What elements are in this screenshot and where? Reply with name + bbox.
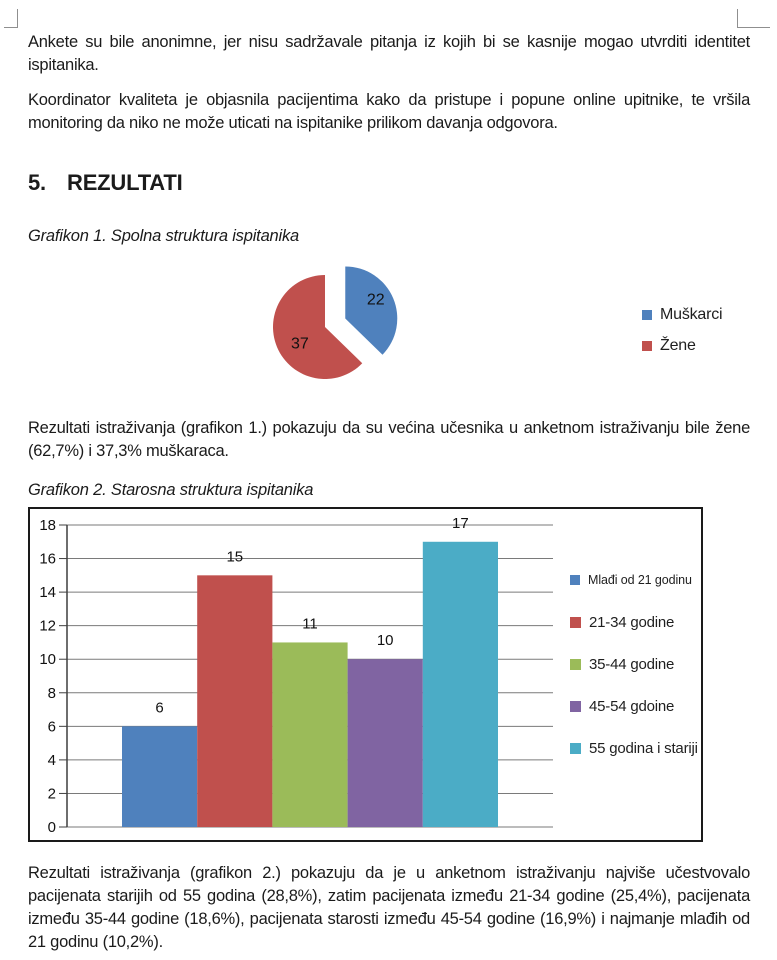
bar-value-label: 10 [376,632,394,650]
legend-swatch-icon [570,743,581,754]
y-axis-tick-label: 8 [47,684,56,702]
y-axis-tick-label: 12 [39,617,56,635]
heading-title: REZULTATI [67,170,183,195]
y-axis-tick-label: 0 [47,819,56,836]
paragraph-coordinator: Koordinator kvaliteta je objasnila pacijentima kako da pristupe i popune online upitnike, te vršila monitoring da niko ne može uticati na ispitanike prilikom davanja odgovora. [28,91,750,132]
bar-legend-item-2 [570,656,674,672]
y-axis-tick-label: 14 [39,584,56,602]
legend-label: 21-34 godine [589,613,675,631]
legend-swatch-icon [642,341,652,351]
legend-label: Mlađi od 21 godinu [588,573,692,587]
bar-2 [272,642,347,827]
bar-value-label: 6 [155,699,164,717]
legend-swatch-icon [642,310,652,320]
y-axis-tick-label: 2 [47,785,56,803]
pie-value-label: 37 [290,335,309,353]
pie-legend-item-0 [642,306,722,324]
pie-legend [642,306,722,355]
bar-value-label: 17 [452,514,469,532]
figure-caption-grafikon-2: Grafikon 2. Starosna struktura ispitanika [28,481,314,499]
legend-label: Muškarci [660,306,723,323]
y-axis-tick-label: 18 [39,517,56,534]
bar-4 [423,542,498,827]
heading-number: 5. [28,170,46,195]
legend-swatch-icon [570,617,581,628]
bar-value-label: 11 [302,615,318,633]
paragraph-grafikon2-results: Rezultati istraživanja (grafikon 2.) pokazuju da je u anketnom istraživanju najviše učestvovalo pacijenata starijih od 55 godina (28,8%), zatim pacijenata između 21-34 godine (25,4%), pacijenata između 35-44 godine (18,6%), pacijenata starosti između 45-54 godine (16,9%) i najmanje mlađih od 21 godinu (10,2%). [28,864,750,951]
pie-figure [0,255,777,410]
y-axis-tick-label: 10 [39,651,56,669]
paragraph-grafikon1-results: Rezultati istraživanja (grafikon 1.) pokazuju da su većina učesnika u anketnom istraživanju bile žene (62,7%) i 37,3% muškaraca. [28,419,750,460]
legend-swatch-icon [570,575,580,585]
section-heading-rezultati [28,170,183,196]
pie-slice-0 [345,266,397,354]
legend-label: 45-54 gdoine [589,697,675,715]
paragraph-anonymity: Ankete su bile anonimne, jer nisu sadržavale pitanja iz kojih bi se kasnije mogao utvrditi identitet ispitanika. [28,33,750,74]
figure-caption-grafikon-1: Grafikon 1. Spolna struktura ispitanika [28,227,300,245]
legend-label: 35-44 godine [589,655,675,673]
pie-chart-svg [230,255,480,410]
text-boundary-mark-top-left [4,9,18,28]
bar-value-label: 15 [226,548,244,566]
bar-chart-frame [28,507,703,842]
bar-legend-item-4 [570,740,698,756]
text-boundary-mark-top-right [737,9,770,28]
bar-legend-item-3 [570,698,674,714]
legend-swatch-icon [570,701,581,712]
y-axis-tick-label: 4 [47,751,56,769]
bar-chart-svg [30,509,701,840]
legend-label: 55 godina i stariji [589,739,698,757]
y-axis-tick-label: 6 [47,718,56,736]
bar-legend-item-0 [570,572,692,588]
bar-legend-item-1 [570,614,674,630]
bar-0 [122,726,197,827]
bar-3 [348,659,423,827]
legend-label: Žene [660,337,696,354]
pie-legend-item-1 [642,337,722,355]
y-axis-tick-label: 16 [39,550,56,568]
bar-1 [197,575,272,827]
pie-value-label: 22 [366,291,385,309]
legend-swatch-icon [570,659,581,670]
